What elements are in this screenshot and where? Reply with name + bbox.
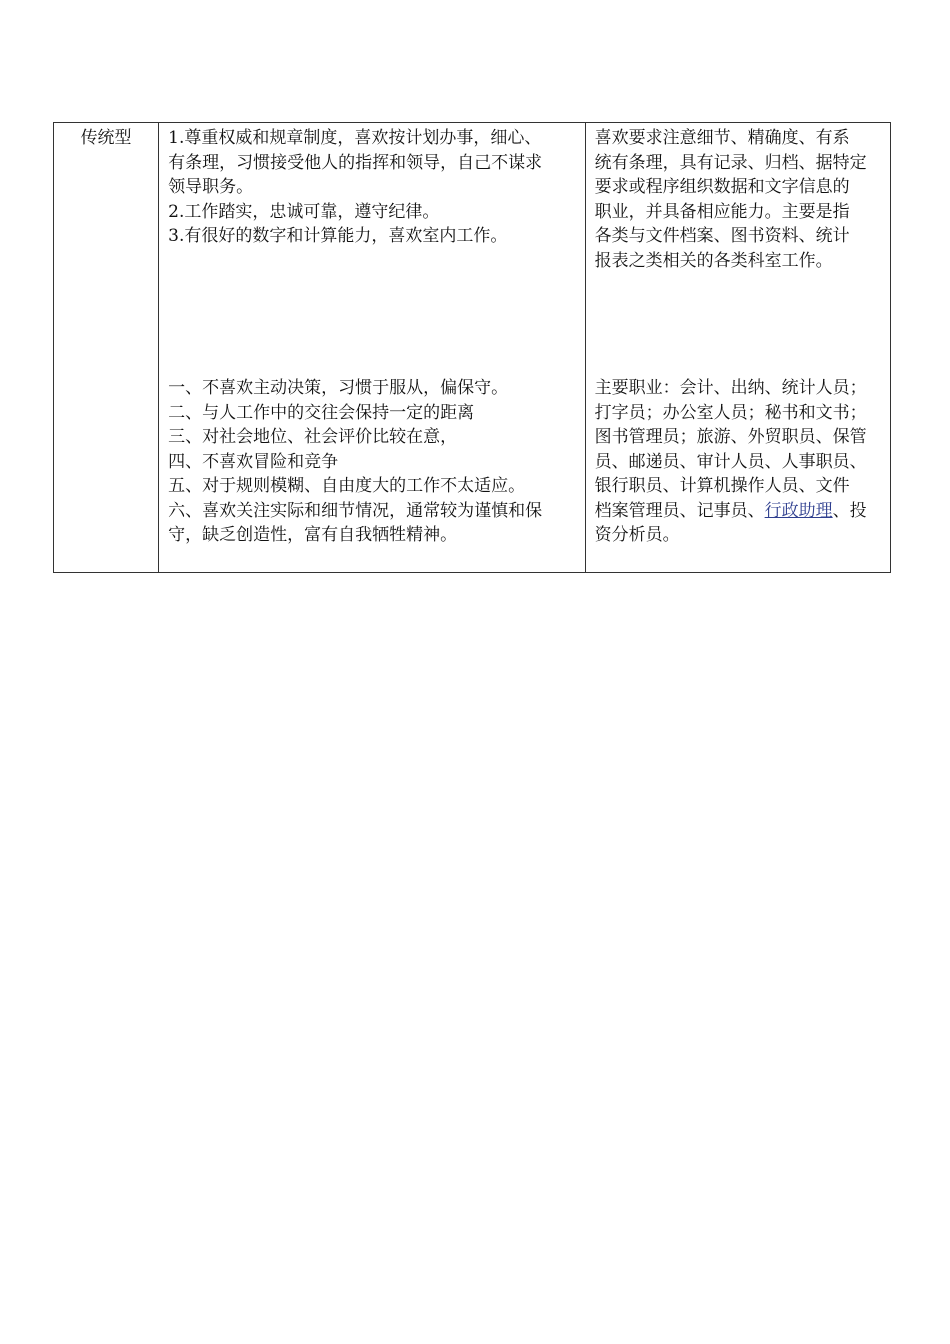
careers-cell: [585, 123, 890, 573]
weakness-line: 守，缺乏创造性，富有自我牺牲精神。: [168, 525, 458, 545]
description-line: 统有条理，具有记录、归档、据特定: [594, 152, 867, 173]
weakness-line: 三、对社会地位、社会评价比较在意，: [168, 427, 458, 447]
type-label-cell: [54, 123, 159, 573]
weakness-line: 六、喜欢关注实际和细节情况，通常较为谨慎和保: [168, 500, 543, 521]
jobs-line: 打字员；办公室人员；秘书和文书；: [594, 402, 867, 423]
type-label: 传统型: [80, 128, 132, 148]
table-row: [54, 123, 891, 573]
jobs-block: [595, 376, 882, 548]
jobs-line-with-link: [595, 499, 882, 524]
jobs-line: 资分析员。: [594, 525, 680, 545]
admin-assistant-link[interactable]: 行政助理: [764, 500, 833, 521]
strength-line: 有条理，习惯接受他人的指挥和领导，自己不谋求: [168, 152, 543, 173]
traits-cell: [159, 123, 586, 573]
weakness-line: 二、与人工作中的交往会保持一定的距离: [168, 402, 475, 423]
career-description-block: [595, 126, 882, 376]
strength-line: 2.工作踏实，忠诚可靠，遵守纪律。: [168, 201, 440, 222]
strength-line: 领导职务。: [168, 177, 254, 197]
jobs-line: 员、邮递员、审计人员、人事职员、: [594, 451, 867, 472]
jobs-line: 图书管理员；旅游、外贸职员、保管: [594, 427, 867, 447]
description-line: 各类与文件档案、图书资料、统计: [594, 226, 850, 246]
description-line: 职业，并具备相应能力。主要是指: [594, 201, 850, 222]
weakness-line: 一、不喜欢主动决策，习惯于服从，偏保守。: [168, 378, 509, 398]
strength-line: 3.有很好的数字和计算能力，喜欢室内工作。: [168, 226, 508, 246]
weaknesses-block: [168, 376, 578, 548]
jobs-text-suffix: 、投: [832, 500, 867, 521]
weakness-line: 五、对于规则模糊、自由度大的工作不太适应。: [168, 476, 526, 496]
jobs-line: 银行职员、计算机操作人员、文件: [594, 476, 850, 496]
strength-line: 1.尊重权威和规章制度，喜欢按计划办事，细心、: [168, 128, 542, 148]
personality-type-table: [53, 122, 891, 573]
jobs-text-prefix: 档案管理员、记事员、: [594, 500, 765, 521]
strengths-block: [168, 126, 578, 376]
weakness-line: 四、不喜欢冒险和竞争: [168, 451, 339, 472]
description-line: 喜欢要求注意细节、精确度、有系: [594, 128, 850, 148]
description-line: 报表之类相关的各类科室工作。: [594, 250, 833, 271]
description-line: 要求或程序组织数据和文字信息的: [594, 177, 850, 197]
jobs-line: 主要职业：会计、出纳、统计人员；: [594, 378, 867, 398]
